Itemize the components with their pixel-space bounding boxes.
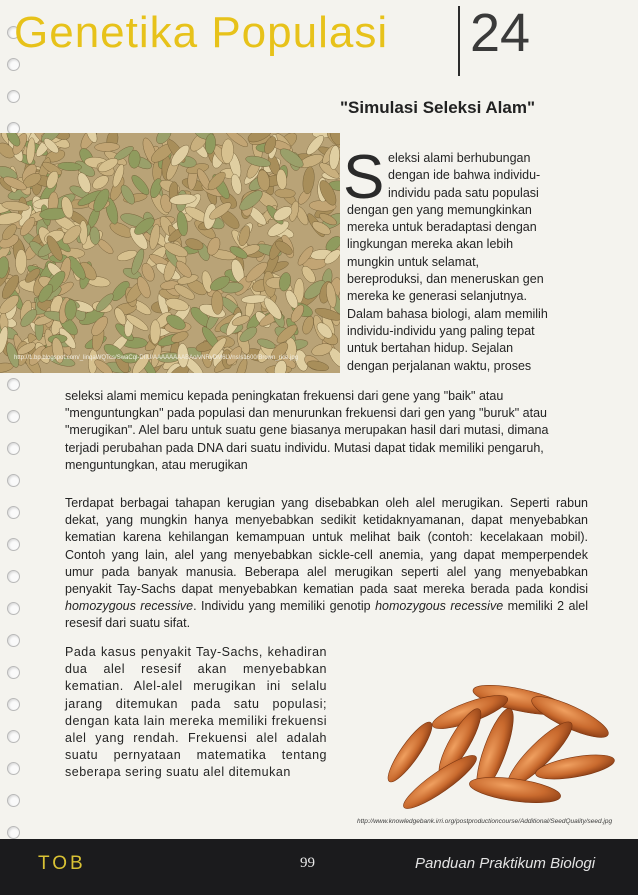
italic-term: homozygous recessive bbox=[65, 599, 194, 614]
paragraph-2 bbox=[65, 495, 588, 633]
intro-line: lingkungan mereka akan lebih bbox=[347, 237, 514, 252]
paragraph-2-text: Terdapat berbagai tahapan kerugian yang disebabkan oleh alel merugikan. Seperti rabun dekat, yang mungkin hanya menyebabkan sedikit ketidaknyamanan, dapat menyebabkan kematian karena kehilangan kemampuan untuk melihat baik (contoh: kecelakaan mobil). Contoh yang lain, alel yang menyebabkan sickle-cell anemia, yang dapat memperpendek umur pada banyak manusia. Beberapa alel merugikan seperti alel yang menyebabkan penyakit Tay-Sachs dapat menyebabkan kematian pada saat mereka berada pada kondisi bbox=[65, 496, 588, 597]
page-number: 99 bbox=[300, 855, 315, 871]
binder-hole bbox=[7, 442, 20, 455]
intro-line: dengan perjalanan waktu, proses bbox=[347, 358, 532, 373]
binder-holes bbox=[0, 0, 22, 860]
rice-seeds-illustration bbox=[320, 672, 620, 817]
binder-hole bbox=[7, 538, 20, 551]
paragraph-2-text: . Individu yang memiliki genotip bbox=[193, 599, 376, 614]
binder-hole bbox=[7, 666, 20, 679]
intro-line: untuk bertahan hidup. Sejalan bbox=[347, 341, 514, 356]
title-divider bbox=[458, 6, 460, 76]
brown-rice-image bbox=[0, 133, 340, 373]
binder-hole bbox=[7, 826, 20, 839]
binder-hole bbox=[7, 794, 20, 807]
binder-hole bbox=[7, 634, 20, 647]
intro-line: dengan ide bahwa individu- bbox=[388, 168, 541, 183]
intro-line: Dalam bahasa biologi, alam memilih bbox=[347, 306, 548, 321]
chapter-number: 24 bbox=[470, 3, 531, 63]
binder-hole bbox=[7, 698, 20, 711]
binder-hole bbox=[7, 58, 20, 71]
binder-hole bbox=[7, 602, 20, 615]
binder-hole bbox=[7, 730, 20, 743]
paragraph-3: Pada kasus penyakit Tay-Sachs, kehadiran dua alel resesif akan menyebabkan kematian. Alel-alel merugikan ini selalu jarang ditemukan pada satu populasi; dengan kata lain mereka memiliki frekuensi alel yang rendah. Frekuensi alel adalah suatu pernyataan matematika tentang seberapa sering suatu alel ditemukan bbox=[65, 645, 327, 780]
intro-line: eleksi alami berhubungan bbox=[388, 151, 531, 165]
binder-hole bbox=[7, 570, 20, 583]
intro-line: dengan gen yang memungkinkan bbox=[347, 202, 532, 217]
rice-grain bbox=[301, 315, 316, 336]
book-title: Panduan Praktikum Biologi bbox=[415, 855, 596, 872]
tob-logo: TOB bbox=[38, 853, 86, 874]
paragraph-2-text: memiliki 2 alel resesif dari suatu sifat. bbox=[65, 599, 588, 631]
binder-hole bbox=[7, 762, 20, 775]
seeds-source-caption: http://www.knowledgebank.irri.org/postproductioncourse/Additional/SeedQuality/seed.jpg bbox=[357, 818, 613, 825]
intro-line: mereka ke generasi selanjutnya. bbox=[347, 289, 527, 304]
rice-seeds-image bbox=[320, 672, 620, 817]
intro-line: mungkin untuk selamat, bbox=[347, 254, 480, 269]
binder-hole bbox=[7, 506, 20, 519]
intro-line: bereproduksi, dan meneruskan gen bbox=[347, 272, 544, 287]
binder-hole bbox=[7, 410, 20, 423]
brown-rice-photo bbox=[0, 133, 340, 373]
drop-cap: S bbox=[343, 143, 385, 212]
paragraph-1: seleksi alami memicu kepada peningkatan frekuensi dari gene yang "baik" atau "menguntungkan" pada populasi dan menurunkan frekuensi dari gen yang "buruk" atau "merugikan". Alel baru untuk suatu gene biasanya merupakan hasil dari mutasi, dimana terjadi perubahan pada DNA dari suatu individu. Mutasi dapat tidak memiliki pengaruh, menguntungkan, atau merugikan bbox=[65, 389, 549, 472]
page-title: Genetika Populasi bbox=[14, 8, 389, 57]
footer-bar bbox=[0, 839, 638, 895]
binder-hole bbox=[7, 90, 20, 103]
intro-text bbox=[347, 150, 583, 375]
rice-grain bbox=[94, 142, 119, 152]
intro-line: mereka untuk beradaptasi dengan bbox=[347, 220, 537, 235]
italic-term: homozygous recessive bbox=[375, 599, 504, 614]
binder-hole bbox=[7, 378, 20, 391]
intro-line: individu-individu yang paling tepat bbox=[347, 323, 535, 338]
page-subtitle: "Simulasi Seleksi Alam" bbox=[340, 98, 536, 117]
binder-hole bbox=[7, 474, 20, 487]
photo-source-caption: http://1.bp.blogspot.com/_linqaWQTcs/SwaCql-DIIU/AAAAAAAABAo/vNRyDM6LVns/s1600/Brown_rice.jpg bbox=[14, 355, 299, 361]
intro-line: individu pada satu populasi bbox=[388, 185, 539, 200]
rice-grain bbox=[275, 188, 296, 198]
rice-grain bbox=[301, 166, 315, 195]
